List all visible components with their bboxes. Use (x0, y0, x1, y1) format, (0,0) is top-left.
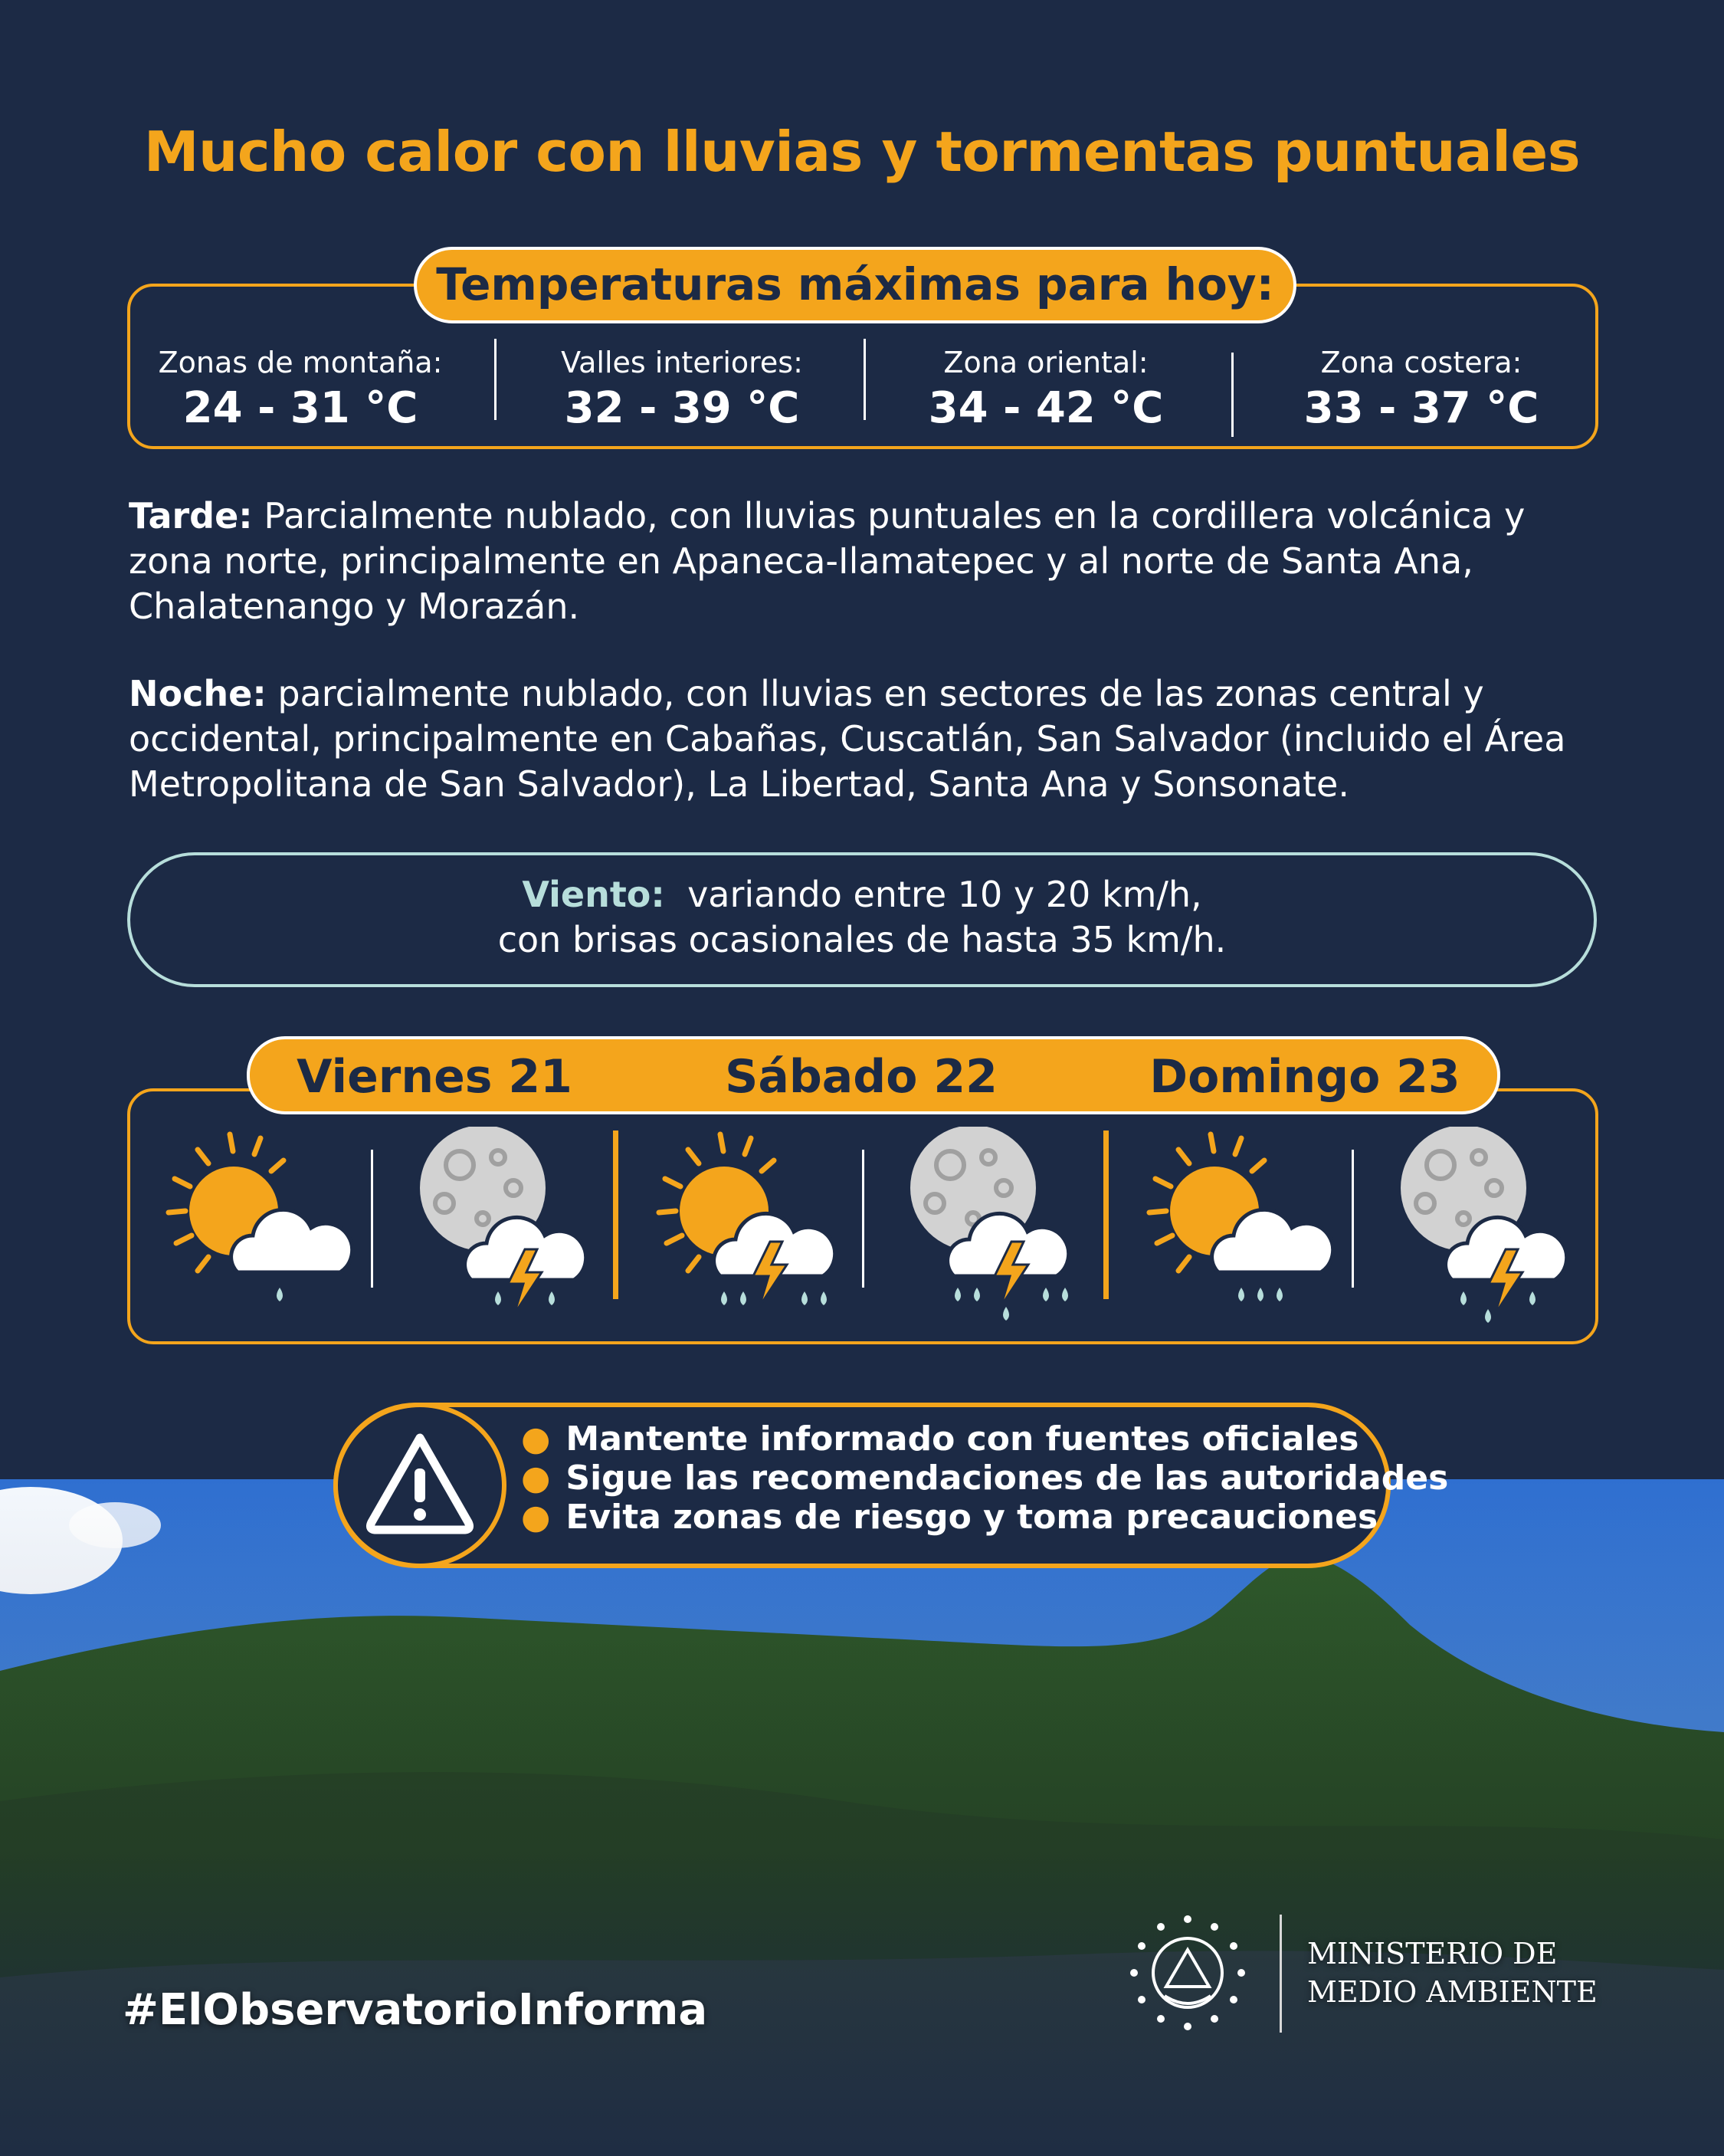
hashtag: #ElObservatorioInforma (123, 1985, 708, 2035)
zone-temperature: 32 - 39 °C (564, 383, 800, 433)
zone-name: Zona oriental: (943, 346, 1149, 379)
advisory-item-text: Mantente informado con fuentes oficiales (565, 1419, 1359, 1459)
zone-temperature: 24 - 31 °C (182, 383, 418, 433)
bullet-icon: ● (521, 1419, 551, 1459)
afternoon-label: Tarde: (129, 495, 253, 537)
day-label-friday: Viernes 21 (297, 1050, 572, 1104)
night-label: Noche: (129, 673, 267, 714)
advisory-list (521, 1419, 1448, 1537)
afternoon-forecast (129, 494, 1600, 629)
night-forecast (129, 671, 1600, 807)
sun-thunderstorm-rain-icon (651, 1127, 866, 1326)
ministry-line-1: MINISTERIO DE (1307, 1937, 1558, 1971)
zone-name: Valles interiores: (561, 346, 803, 379)
advisory-item-text: Sigue las recomendaciones de las autoridades (565, 1459, 1449, 1498)
sun-cloud-light-rain-icon (161, 1127, 375, 1326)
zone-mountain (120, 343, 480, 435)
mountain-photo (0, 1479, 1724, 2156)
moon-thunderstorm-rain-icon (1379, 1127, 1594, 1326)
divider (1280, 1915, 1282, 2033)
advisory-item-text: Evita zonas de riesgo y toma precauciones (565, 1498, 1378, 1537)
wind-panel (127, 852, 1597, 987)
sun-cloud-rain-icon (1142, 1127, 1356, 1326)
zone-name: Zonas de montaña: (158, 346, 443, 379)
list-item (521, 1419, 1448, 1459)
zone-coast (1241, 343, 1601, 435)
divider (494, 339, 497, 420)
day-divider (1103, 1131, 1109, 1299)
temperatures-header: Temperaturas máximas para hoy: (414, 247, 1296, 323)
advisory-icon-circle (333, 1403, 506, 1568)
zone-name: Zona costera: (1320, 346, 1522, 379)
page-title: Mucho calor con lluvias y tormentas puntuales (143, 120, 1581, 184)
night-text: parcialmente nublado, con lluvias en sectores de las zonas central y occidental, principalmente en Cabañas, Cuscatlán, San Salvador (incluido el Área Metropolitana de San Salvador), La Libertad, Santa Ana y Sonsonate. (129, 673, 1566, 805)
day-label-sunday: Domingo 23 (1149, 1050, 1460, 1104)
national-seal-logo (1126, 1912, 1249, 2034)
moon-thunderstorm-rain-icon (398, 1127, 613, 1326)
day-divider (613, 1131, 618, 1299)
ministry-name (1307, 1934, 1598, 2011)
wind-line-1: variando entre 10 y 20 km/h, (687, 874, 1202, 915)
bullet-icon: ● (521, 1498, 551, 1537)
afternoon-text: Parcialmente nublado, con lluvias puntuales en la cordillera volcánica y zona norte, principalmente en Apaneca-Ilamatepec y al norte de Santa Ana, Chalatenango y Morazán. (129, 495, 1526, 627)
zone-temperature: 34 - 42 °C (928, 383, 1164, 433)
ministry-line-2: MEDIO AMBIENTE (1307, 1975, 1598, 2009)
wind-label: Viento: (522, 874, 665, 915)
wind-line-2: con brisas ocasionales de hasta 35 km/h. (497, 919, 1227, 960)
day-label-saturday: Sábado 22 (725, 1050, 998, 1104)
zone-east (866, 343, 1226, 435)
warning-icon (338, 1407, 502, 1564)
moon-thunderstorm-heavy-rain-icon (889, 1127, 1103, 1326)
zone-temperature: 33 - 37 °C (1303, 383, 1539, 433)
bullet-icon: ● (521, 1459, 551, 1498)
divider (1231, 353, 1234, 437)
list-item (521, 1498, 1448, 1537)
list-item (521, 1459, 1448, 1498)
zone-valleys (502, 343, 862, 435)
